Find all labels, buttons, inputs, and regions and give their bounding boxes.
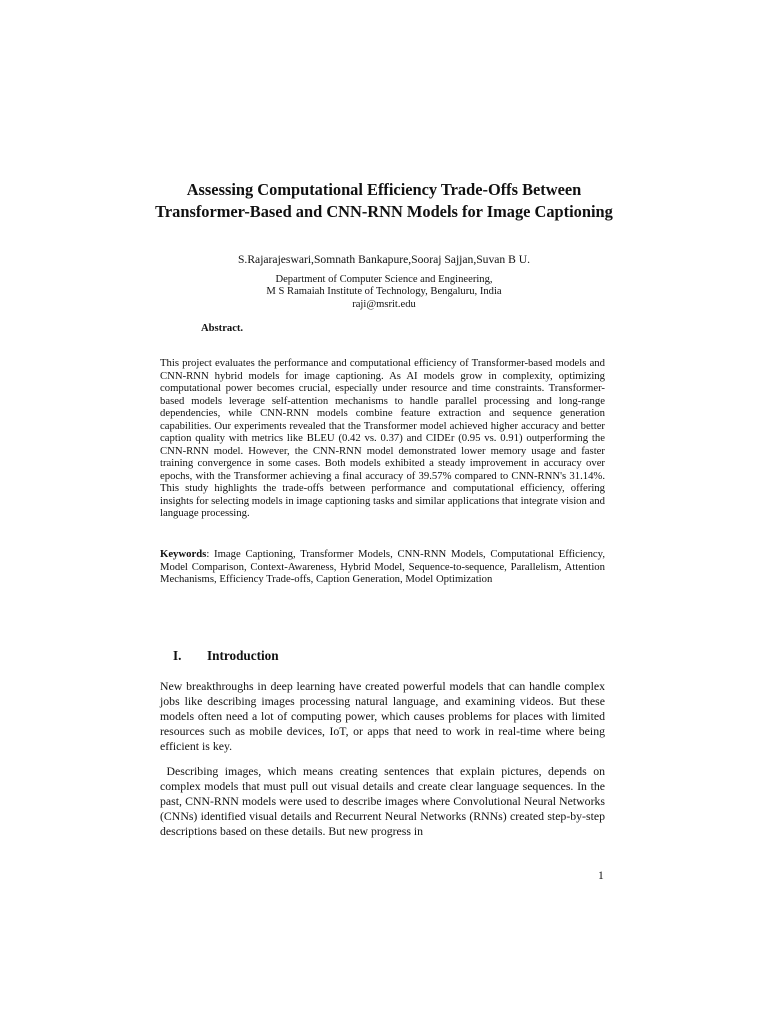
section-title: Introduction	[207, 648, 279, 663]
section-number: I.	[173, 648, 182, 663]
paper-title: Assessing Computational Efficiency Trade-Offs Between Transformer-Based and CNN-RNN Models for Image Captioning	[155, 180, 613, 221]
author-list: S.Rajarajeswari,Somnath Bankapure,Sooraj Sajjan,Suvan B U.	[237, 253, 531, 266]
abstract-heading: Abstract.	[201, 323, 244, 334]
keywords-label: Keywords	[160, 548, 207, 560]
abstract-body: This project evaluates the performance and computational efficiency of Transformer-based models and CNN-RNN hybrid models for image captioning. As AI models grow in complexity, optimizing computational power becomes crucial, especially under resource and time constraints. Transformer-based models leverage self-attention mechanisms to handle parallel processing and long-range dependencies, while CNN-RNN models combine feature extraction and sequence generation capabilities. Our experiments revealed that the Transformer model achieved higher accuracy and better caption quality with metrics like BLEU (0.42 vs. 0.37) and CIDEr (0.95 vs. 0.91) outperforming the CNN-RNN model. However, the CNN-RNN model demonstrated lower memory usage and faster training convergence in some cases. Both models exhibited a steady improvement in accuracy over epochs, with the Transformer achieving a final accuracy of 39.57% compared to CNN-RNN's 31.14%. This study highlights the trade-offs between performance and computational efficiency, offering insights for selecting models in image captioning tasks and similar applications that integrate vision and language processing.	[160, 357, 605, 519]
section-heading	[173, 648, 279, 664]
body-paragraph: New breakthroughs in deep learning have created powerful models that can handle complex jobs like describing images processing natural language, and examining videos. But these models often need a lot of computing power, which causes problems for places with limited resources such as mobile devices, IoT, or apps that need to work in real-time where being efficient is key.	[160, 679, 605, 753]
body-paragraph: Describing images, which means creating sentences that explain pictures, depends on complex models that must pull out visual details and create clear language sequences. In the past, CNN-RNN models were used to describe images where Convolutional Neural Networks (CNNs) identified visual details and Recurrent Neural Networks (RNNs) created step-by-step descriptions based on these details. But new progress in	[160, 764, 608, 838]
affiliation-institute: M S Ramaiah Institute of Technology, Bengaluru, India	[266, 286, 502, 298]
affiliation-block	[150, 274, 618, 311]
keywords-text: : Image Captioning, Transformer Models, CNN-RNN Models, Computational Efficiency, Model Comparison, Context-Awareness, Hybrid Model, Sequence-to-sequence, Parallelism, Attention Mechanisms, Efficiency Trade-offs, Caption Generation, Model Optimization	[160, 548, 605, 585]
affiliation-department: Department of Computer Science and Engineering,	[275, 274, 493, 285]
keywords-block	[160, 548, 605, 586]
affiliation-email: raji@msrit.edu	[352, 298, 416, 310]
page-number: 1	[598, 869, 604, 882]
